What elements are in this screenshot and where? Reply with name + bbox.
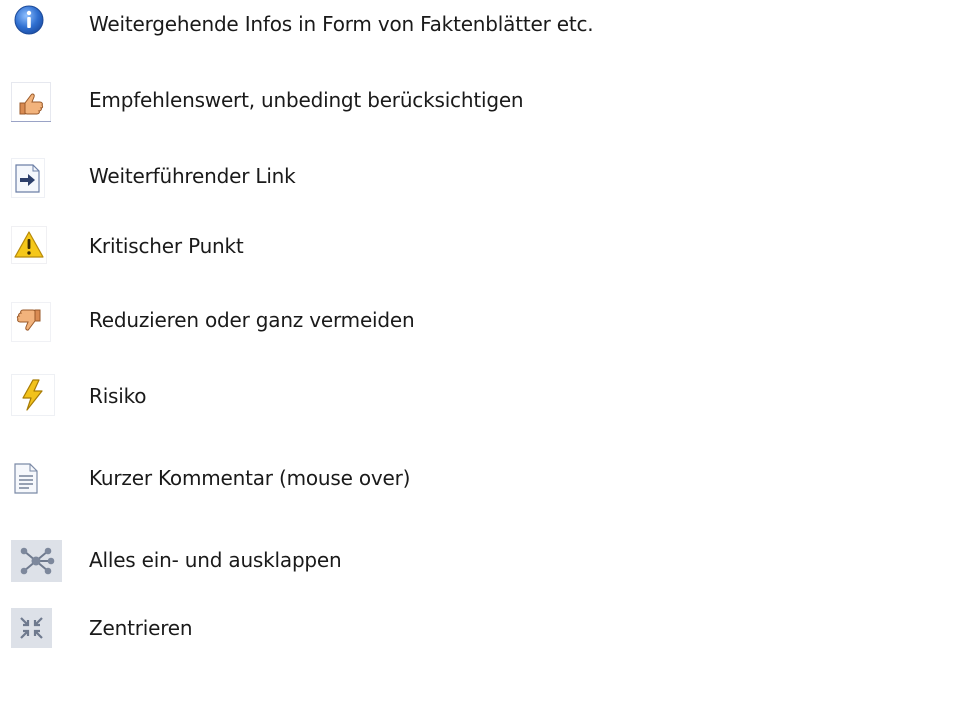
- legend-label-reduce: Reduzieren oder ganz vermeiden: [89, 308, 415, 332]
- legend-label-risk: Risiko: [89, 384, 147, 408]
- thumbs-down-icon: [11, 302, 51, 342]
- legend-label-info: Weitergehende Infos in Form von Faktenblätter etc.: [89, 12, 594, 36]
- legend-label-center: Zentrieren: [89, 616, 193, 640]
- legend-row-expand: [0, 538, 960, 582]
- legend-label-recommended: Empfehlenswert, unbedingt berücksichtigen: [89, 88, 524, 112]
- legend-row-critical: [0, 226, 960, 270]
- thumbs-up-icon: [11, 82, 51, 122]
- info-icon: [11, 2, 47, 38]
- warning-icon: [11, 226, 47, 264]
- legend-row-center: [0, 606, 960, 650]
- legend-row-recommended: [0, 80, 960, 124]
- legend-label-critical: Kritischer Punkt: [89, 234, 244, 258]
- legend-label-comment: Kurzer Kommentar (mouse over): [89, 466, 411, 490]
- legend-row-risk: [0, 374, 960, 418]
- legend-row-reduce: [0, 300, 960, 344]
- legend-label-expand: Alles ein- und ausklappen: [89, 548, 342, 572]
- lightning-icon: [11, 374, 55, 416]
- link-document-icon: [11, 158, 45, 198]
- comment-note-icon: [11, 458, 41, 498]
- legend-label-link: Weiterführender Link: [89, 164, 296, 188]
- legend-row-link: [0, 156, 960, 200]
- legend-row-info: [0, 2, 960, 46]
- legend-row-comment: [0, 456, 960, 500]
- center-icon: [11, 608, 52, 648]
- expand-collapse-icon: [11, 540, 62, 582]
